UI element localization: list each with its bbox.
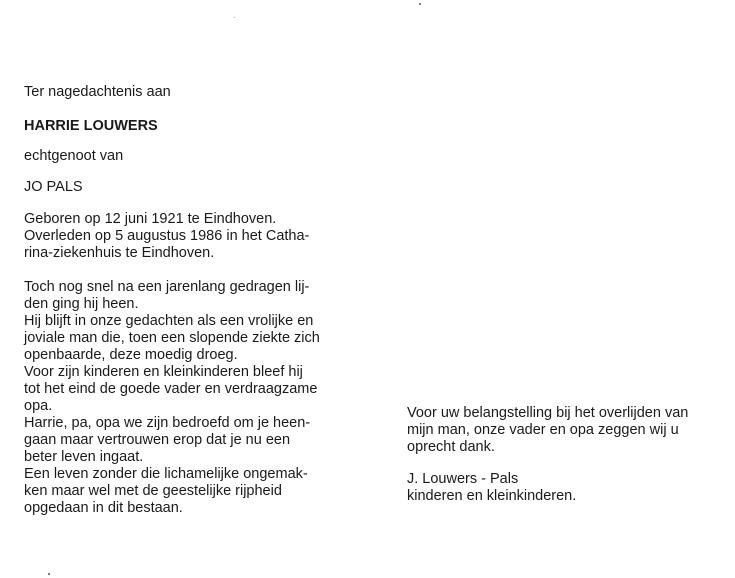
thanks-line: mijn man, onze vader en opa zeggen wij u <box>407 422 679 438</box>
poem-line: beter leven ingaat. <box>24 449 144 465</box>
dates-line: rina-ziekenhuis te Eindhoven. <box>24 245 215 261</box>
dates-line: Geboren op 12 juni 1921 te Eindhoven. <box>24 211 277 227</box>
poem-line: Toch nog snel na een jarenlang gedragen lij- <box>24 279 310 295</box>
poem-line: gaan maar vertrouwen erop dat je nu een <box>24 432 291 448</box>
relation-text: echtgenoot van <box>24 148 124 164</box>
signature-line: J. Louwers - Pals <box>407 471 519 487</box>
poem-line: joviale man die, toen een slopende ziekte zich <box>24 330 320 346</box>
thanks-line: oprecht dank. <box>407 439 495 455</box>
dust-speck <box>234 17 235 18</box>
dates-line: Overleden op 5 augustus 1986 in het Catha- <box>24 228 310 244</box>
poem-line: den ging hij heen. <box>24 296 139 312</box>
signature-line: kinderen en kleinkinderen. <box>407 488 577 504</box>
deceased-name: HARRIE LOUWERS <box>24 118 158 134</box>
dust-speck <box>419 3 421 5</box>
intro-text: Ter nagedachtenis aan <box>24 84 171 100</box>
poem-line: opa. <box>24 398 53 414</box>
poem-line: Harrie, pa, opa we zijn bedroefd om je heen- <box>24 415 311 431</box>
dust-speck <box>48 573 50 575</box>
poem-line: Voor zijn kinderen en kleinkinderen bleef hij <box>24 364 303 380</box>
poem-line: Hij blijft in onze gedachten als een vrolijke en <box>24 313 314 329</box>
spouse-name: JO PALS <box>24 179 83 195</box>
poem-line: Een leven zonder die lichamelijke ongemak- <box>24 466 308 482</box>
poem-line: opgedaan in dit bestaan. <box>24 500 183 516</box>
poem-line: tot het eind de goede vader en verdraagzame <box>24 381 318 397</box>
poem-line: openbaarde, deze moedig droeg. <box>24 347 238 363</box>
thanks-line: Voor uw belangstelling bij het overlijden van <box>407 405 689 421</box>
poem-line: ken maar wel met de geestelijke rijpheid <box>24 483 282 499</box>
